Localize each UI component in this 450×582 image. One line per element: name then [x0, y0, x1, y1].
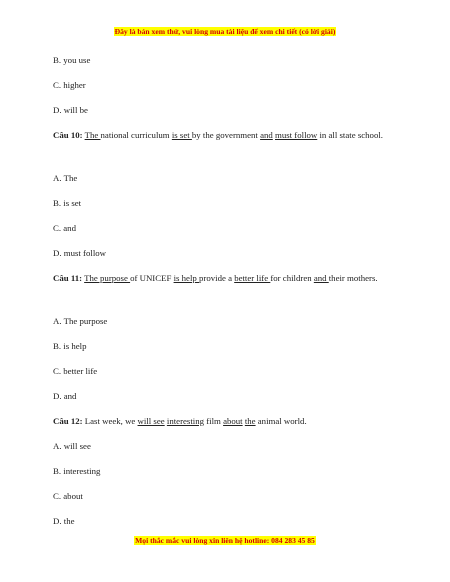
- option-10-d: D. must follow: [53, 248, 107, 258]
- question-number: Câu 10:: [53, 130, 83, 140]
- hotline-footer-banner: [0, 536, 450, 546]
- underlined-option-a: will see: [137, 416, 165, 426]
- option-11-a: A. The purpose: [53, 316, 108, 326]
- hotline-text: Mọi thắc mắc vui lòng xin liên hệ hotline: 084 283 45 85: [135, 536, 315, 545]
- underlined-option-b: is set: [171, 130, 192, 140]
- option-10-c: C. and: [53, 223, 76, 233]
- underlined-option-c: and: [260, 130, 273, 140]
- option-11-b: B. is help: [53, 341, 87, 351]
- underlined-option-c: about: [223, 416, 243, 426]
- option-11-d: D. and: [53, 391, 77, 401]
- underlined-option-b: interesting: [166, 416, 205, 426]
- underlined-option-c: better life: [234, 273, 271, 283]
- question-12: Câu 12: Last week, we will see interesting film about the animal world.: [53, 416, 307, 426]
- underlined-option-a: The: [84, 130, 101, 140]
- option-prev-c: C. higher: [53, 80, 86, 90]
- preview-notice-banner: [0, 27, 450, 37]
- question-number: Câu 11:: [53, 273, 83, 283]
- underlined-option-d: and: [313, 273, 329, 283]
- underlined-option-d: must follow: [274, 130, 318, 140]
- preview-notice-text: Đây là bản xem thử, vui lòng mua tài liệu để xem chi tiết (có lời giải): [114, 27, 336, 36]
- question-11: Câu 11: The purpose of UNICEF is help provide a better life for children and their mothers.: [53, 273, 378, 283]
- underlined-option-b: is help: [173, 273, 199, 283]
- underlined-option-d: the: [244, 416, 256, 426]
- option-12-c: C. about: [53, 491, 83, 501]
- question-number: Câu 12:: [53, 416, 83, 426]
- option-12-a: A. will see: [53, 441, 91, 451]
- option-prev-b: B. you use: [53, 55, 91, 65]
- underlined-option-a: The purpose: [84, 273, 131, 283]
- option-12-d: D. the: [53, 516, 75, 526]
- option-10-a: A. The: [53, 173, 78, 183]
- option-prev-d: D. will be: [53, 105, 88, 115]
- option-12-b: B. interesting: [53, 466, 101, 476]
- question-10: Câu 10: The national curriculum is set by the government and must follow in all state school.: [53, 130, 383, 140]
- option-11-c: C. better life: [53, 366, 98, 376]
- option-10-b: B. is set: [53, 198, 82, 208]
